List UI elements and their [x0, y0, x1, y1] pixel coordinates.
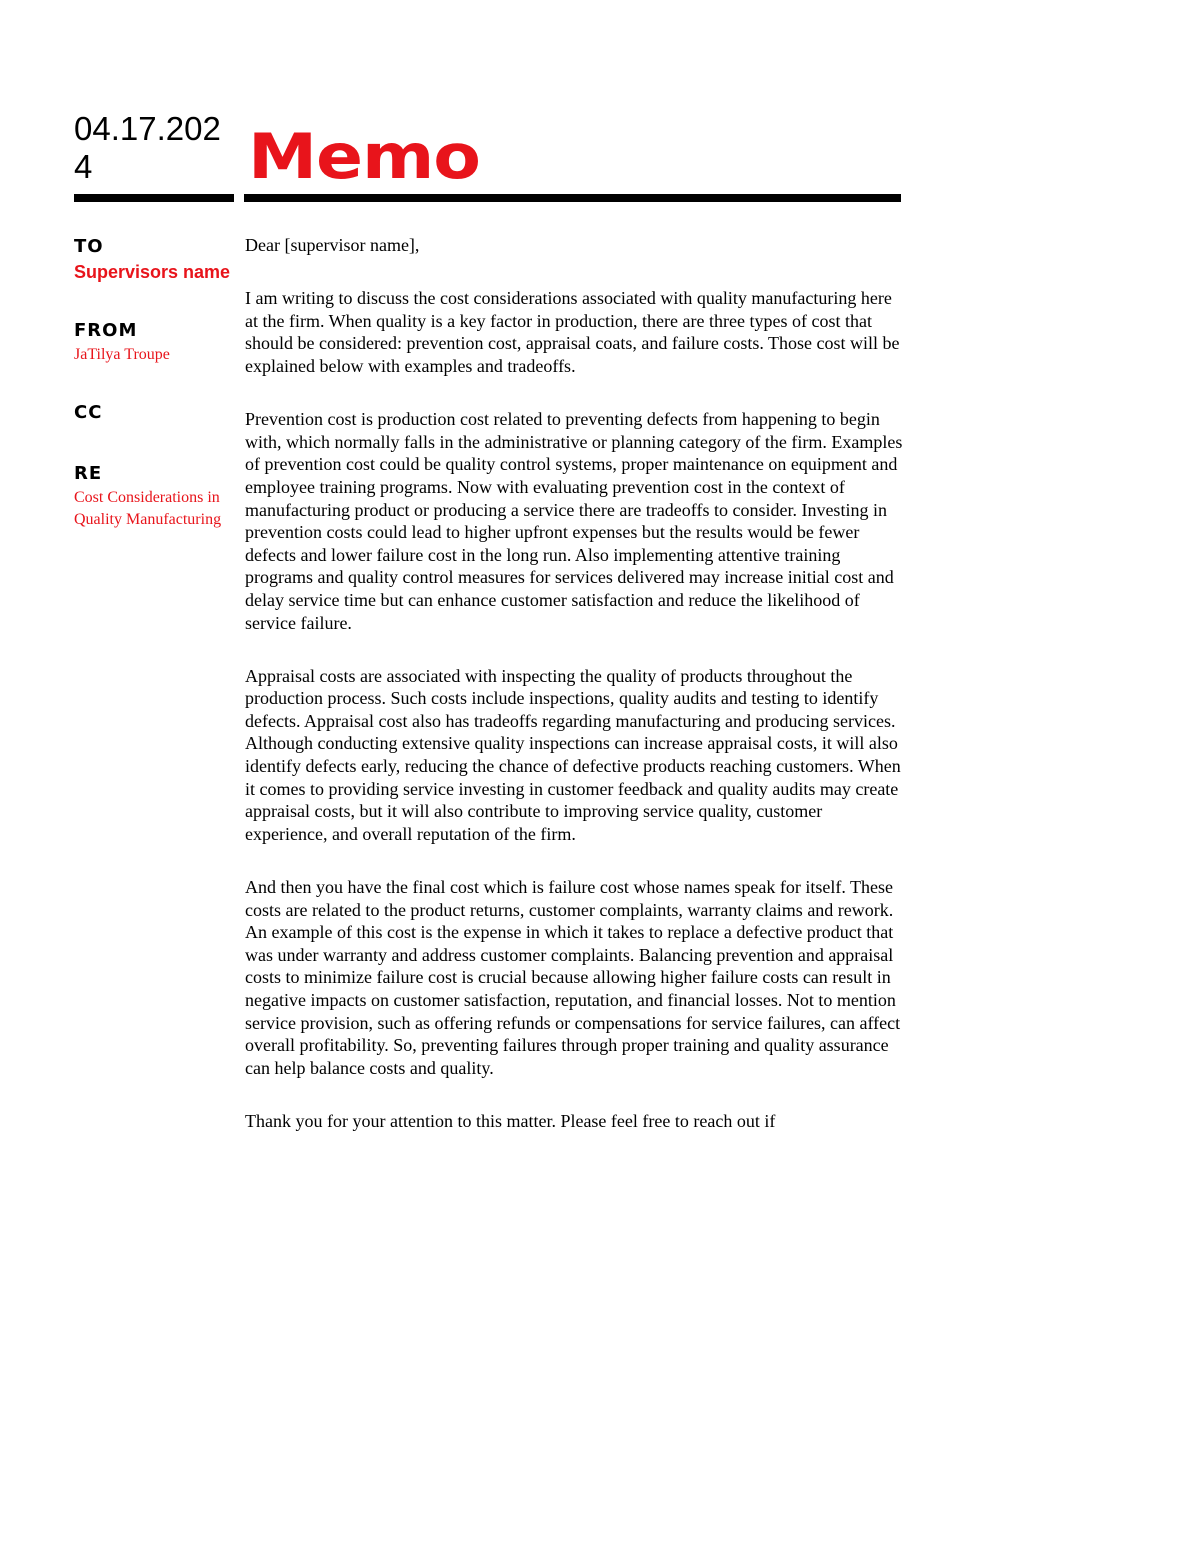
- memo-date: 04.17.2024: [74, 110, 221, 185]
- re-field: [74, 461, 234, 532]
- left-divider-rule: [74, 194, 234, 202]
- memo-fields-sidebar: [74, 234, 234, 532]
- body-paragraph-prevention: Prevention cost is production cost related to preventing defects from happening to begin with, which normally falls in the administrative or planning category of the firm. Examples of prevention cost could be quality control systems, proper maintenance on equipment and employee training programs. Now with evaluating prevention cost in the context of manufacturing product or producing a service there are tradeoffs to consider. Investing in prevention costs could lead to higher upfront expenses but the results would be fewer defects and lower failure cost in the long run. Also implementing attentive training programs and quality control measures for services delivered may increase initial cost and delay service time but can enhance customer satisfaction and reduce the likelihood of service failure.: [245, 409, 903, 633]
- re-value: Cost Considerations in Quality Manufacturing: [74, 488, 222, 528]
- re-label: RE: [74, 462, 103, 484]
- salutation: Dear [supervisor name],: [245, 235, 420, 255]
- from-value: JaTilya Troupe: [74, 346, 170, 363]
- body-paragraph-failure: And then you have the final cost which is failure cost whose names speak for itself. These costs are related to the product returns, customer complaints, warranty claims and rework. An example of this cost is the expense in which it takes to replace a defective product that was under warranty and address customer complaints. Balancing prevention and appraisal costs to minimize failure cost is crucial because allowing higher failure costs can result in negative impacts on customer satisfaction, reputation, and financial losses. Not to mention service provision, such as offering refunds or compensations for service failures, can affect overall profitability. So, preventing failures through proper training and quality assurance can help balance costs and quality.: [245, 877, 901, 1078]
- memo-body: [245, 234, 905, 1292]
- body-paragraph-intro: I am writing to discuss the cost considerations associated with quality manufacturing here at the firm. When quality is a key factor in production, there are three types of cost that should be considered: prevention cost, appraisal coats, and failure costs. Those cost will be explained below with examples and tradeoffs.: [245, 288, 900, 376]
- to-field: [74, 234, 234, 285]
- from-label: FROM: [74, 320, 138, 341]
- right-divider-rule: [244, 194, 901, 202]
- body-paragraph-appraisal: Appraisal costs are associated with inspecting the quality of products throughout the production process. Such costs include inspections, quality audits and testing to identify defects. Appraisal cost also has tradeoffs regarding manufacturing and producing services. Although conducting extensive quality inspections can increase appraisal costs, it will also identify defects early, reducing the chance of defective products reaching customers. When it comes to providing service investing in customer feedback and quality audits may create appraisal costs, but it will also contribute to improving service quality, customer experience, and overall reputation of the firm.: [245, 665, 901, 844]
- to-value: Supervisors name: [74, 262, 231, 282]
- to-label: TO: [74, 236, 104, 257]
- from-field: [74, 318, 234, 367]
- cc-field: [74, 400, 234, 426]
- body-paragraph-closing: Thank you for your attention to this matter. Please feel free to reach out if: [245, 1110, 776, 1131]
- memo-title: Memo: [248, 120, 480, 193]
- cc-label: CC: [74, 401, 103, 423]
